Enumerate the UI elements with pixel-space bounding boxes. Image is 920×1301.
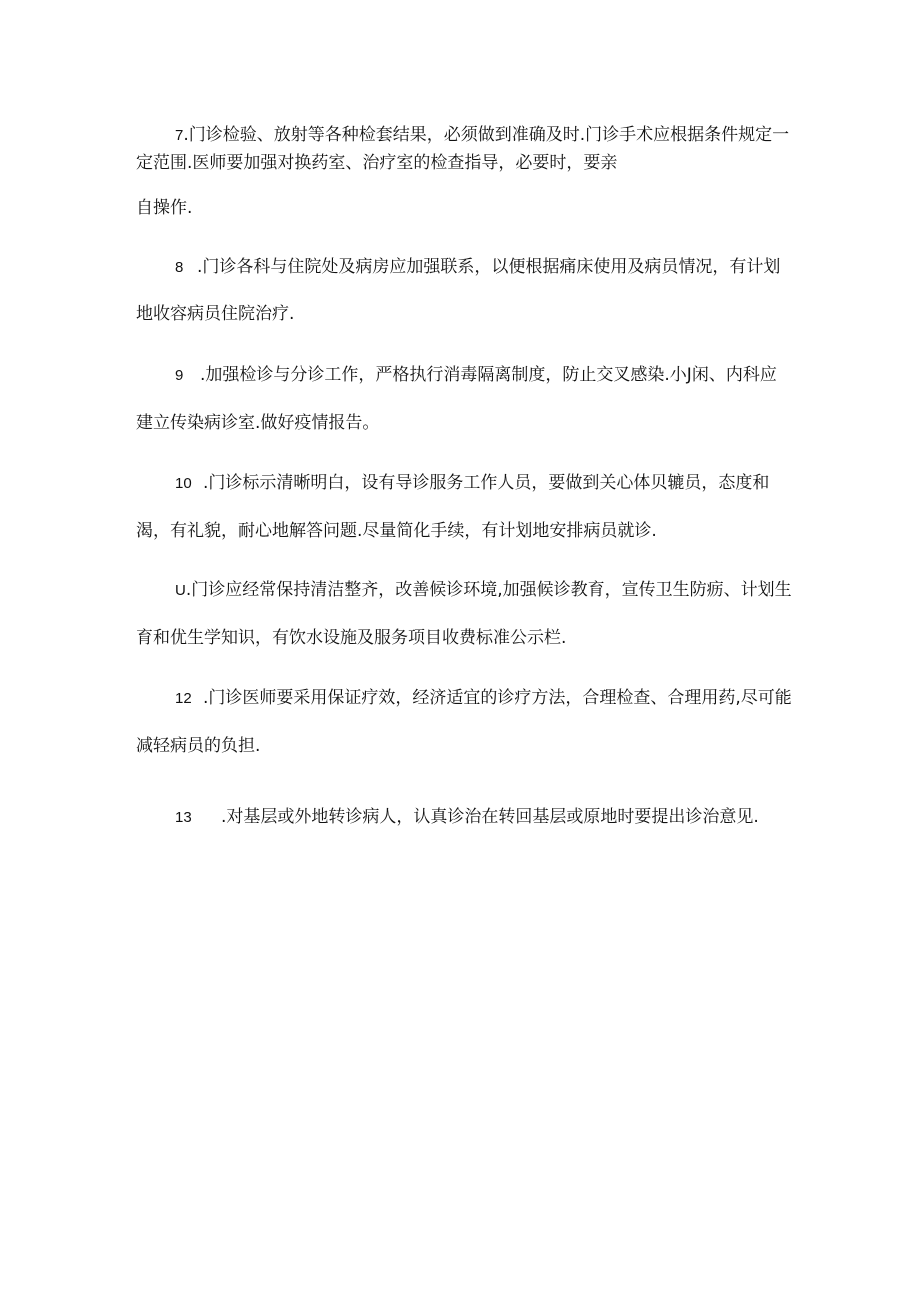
paragraph-line [136, 152, 617, 174]
paragraph-line [175, 364, 777, 387]
paragraph-line [175, 687, 792, 710]
paragraph-line [136, 735, 260, 757]
item-number: 10 [175, 475, 192, 492]
paragraph-line [175, 256, 780, 279]
paragraph-text: .加强检诊与分诊工作，严格执行消毒隔离制度，防止交叉感染.小J闲、内科应 [200, 365, 777, 385]
paragraph-text: 渴，有礼貌，耐心地解答问题.尽量简化手续，有计划地安排病员就诊. [136, 521, 657, 541]
item-number: 13 [175, 809, 192, 826]
paragraph-line [136, 520, 657, 542]
paragraph-line [175, 472, 769, 495]
paragraph-text: 育和优生学知识，有饮水设施及服务项目收费标准公示栏. [136, 628, 567, 648]
item-number: U [175, 582, 186, 599]
paragraph-text: 定范围.医师要加强对换药室、治疗室的检查指导，必要时，要亲 [136, 153, 618, 173]
paragraph-line [175, 806, 759, 829]
paragraph-line [175, 579, 792, 602]
paragraph-text: 自操作. [136, 198, 193, 218]
paragraph-text: .门诊应经常保持清洁整齐，改善候诊环境,加强候诊教育，宣传卫生防疬、计划生 [185, 580, 792, 600]
paragraph-line [136, 412, 379, 434]
item-number: 8 [175, 259, 184, 276]
paragraph-text: .门诊医师要采用保证疗效，经济适宜的诊疗方法，合理检查、合理用药,尽可能 [203, 688, 792, 708]
paragraph-line [136, 303, 294, 325]
item-number: 9 [175, 367, 184, 384]
paragraph-text: .门诊检验、放射等各种检套结果，必须做到准确及时.门诊手术应根据条件规定一 [183, 125, 790, 145]
paragraph-text: .门诊各科与住院处及病房应加强联系，以便根据痛床使用及病员情况，有计划 [197, 257, 781, 277]
item-number: 12 [175, 690, 192, 707]
paragraph-line [175, 124, 789, 147]
paragraph-text: .对基层或外地转诊病人，认真诊治在转回基层或原地时要提出诊治意见. [221, 807, 759, 827]
paragraph-text: 地收容病员住院治疗. [136, 304, 295, 324]
item-number: 7 [175, 127, 184, 144]
paragraph-text: .门诊标示清晰明白，设有导诊服务工作人员，要做到关心体贝辘员，态度和 [203, 473, 770, 493]
paragraph-text: 减轻病员的负担. [136, 736, 261, 756]
paragraph-text: 建立传染病诊室.做好疫情报告。 [136, 413, 380, 433]
paragraph-line [136, 197, 192, 219]
paragraph-line [136, 627, 566, 649]
